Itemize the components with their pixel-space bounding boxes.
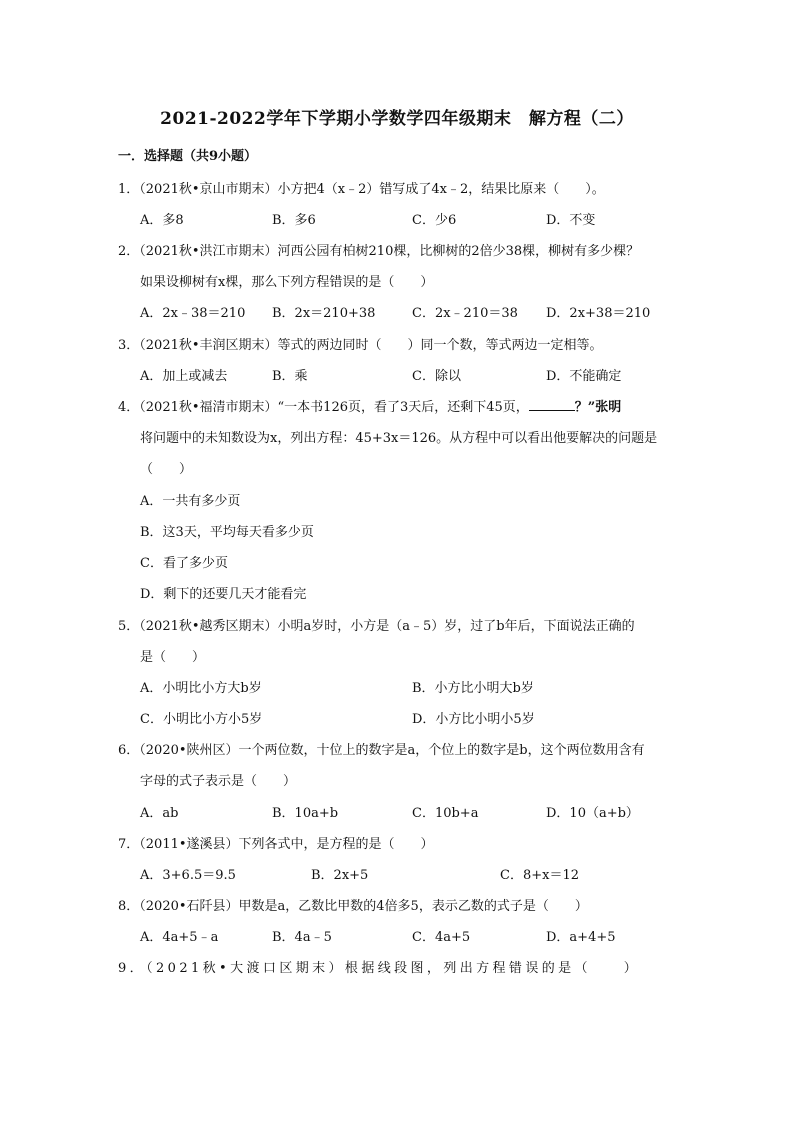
q1-option-c: C．少6 [412,213,457,228]
q7-stem: 7．（2011•遂溪县）下列各式中，是方程的是（ ） [118,837,434,852]
q4-stem-part2: ？”张明 [574,400,622,415]
q5-option-b: B．小方比小明大b岁 [412,681,534,696]
q7-option-a: A．3+6.5＝9.5 [140,868,236,883]
q8-option-d: D．a+4+5 [546,930,616,945]
q8-option-a: A．4a+5﹣a [140,930,219,945]
q4-option-c: C．看了多少页 [140,556,228,571]
q1-option-a: A．多8 [140,213,184,228]
q7-option-b: B．2x+5 [311,868,369,883]
q4-option-b: B．这3天，平均每天看多少页 [140,525,314,540]
q5-stem-line1: 5．（2021秋•越秀区期末）小明a岁时，小方是（a﹣5）岁，过了b年后，下面说法正确的 [118,619,635,634]
q2-option-a: A．2x﹣38＝210 [140,306,246,321]
q6-stem-line2: 字母的式子表示是（ ） [140,774,297,789]
section-heading: 一．选择题（共9小题） [118,149,258,164]
q8-option-c: C．4a+5 [412,930,471,945]
q4-option-a: A．一共有多少页 [140,494,241,509]
q8-option-b: B．4a﹣5 [272,930,332,945]
q1-option-d: D．不变 [546,213,596,228]
q2-option-c: C．2x﹣210＝38 [412,306,518,321]
q1-option-b: B．多6 [272,213,316,228]
q3-option-a: A．加上或减去 [140,369,228,384]
q2-stem-line1: 2．（2021秋•洪江市期末）河西公园有柏树210棵，比柳树的2倍少38棵，柳树有多少棵？ [118,244,640,259]
q6-option-c: C．10b+a [412,806,479,821]
q2-option-b: B．2x＝210+38 [272,306,376,321]
q3-option-b: B．乘 [272,369,308,384]
q7-option-c: C．8+x＝12 [500,868,579,883]
answer-blank [529,398,575,411]
q4-stem-line3: （ ） [140,462,193,477]
document-title: 2021-2022学年下学期小学数学四年级期末 解方程（二） [160,109,634,129]
q4-stem-part1: 4．（2021秋•福清市期末）“一本书126页，看了3天后，还剩下45页， [118,400,529,415]
q4-option-d: D．剩下的还要几天才能看完 [140,587,307,602]
q6-option-d: D．10（a+b） [546,806,639,821]
q5-option-a: A．小明比小方大b岁 [140,681,262,696]
q4-stem-line1 [118,396,621,415]
q6-stem-line1: 6．（2020•陕州区）一个两位数，十位上的数字是a，个位上的数字是b，这个两位数用含有 [118,743,645,758]
q6-option-b: B．10a+b [272,806,339,821]
q3-option-d: D．不能确定 [546,369,622,384]
q3-option-c: C．除以 [412,369,461,384]
q1-stem: 1．（2021秋•京山市期末）小方把4（x﹣2）错写成了4x﹣2，结果比原来（ ）。 [118,182,605,197]
q5-option-d: D．小方比小明小5岁 [412,712,535,727]
q5-stem-line2: 是（ ） [140,650,206,665]
q2-option-d: D．2x+38＝210 [546,306,651,321]
q9-stem: 9．（2021秋•大渡口区期末）根据线段图，列出方程错误的是（ ） [118,961,641,976]
q5-option-c: C．小明比小方小5岁 [140,712,263,727]
q2-stem-line2: 如果设柳树有x棵，那么下列方程错误的是（ ） [140,275,434,290]
q3-stem: 3．（2021秋•丰润区期末）等式的两边同时（ ）同一个数，等式两边一定相等。 [118,338,603,353]
q4-stem-line2: 将问题中的未知数设为x，列出方程：45+3x＝126。从方程中可以看出他要解决的问题是 [140,431,658,446]
q6-option-a: A．ab [140,806,179,821]
q8-stem: 8．（2020•石阡县）甲数是a，乙数比甲数的4倍多5，表示乙数的式子是（ ） [118,899,588,914]
